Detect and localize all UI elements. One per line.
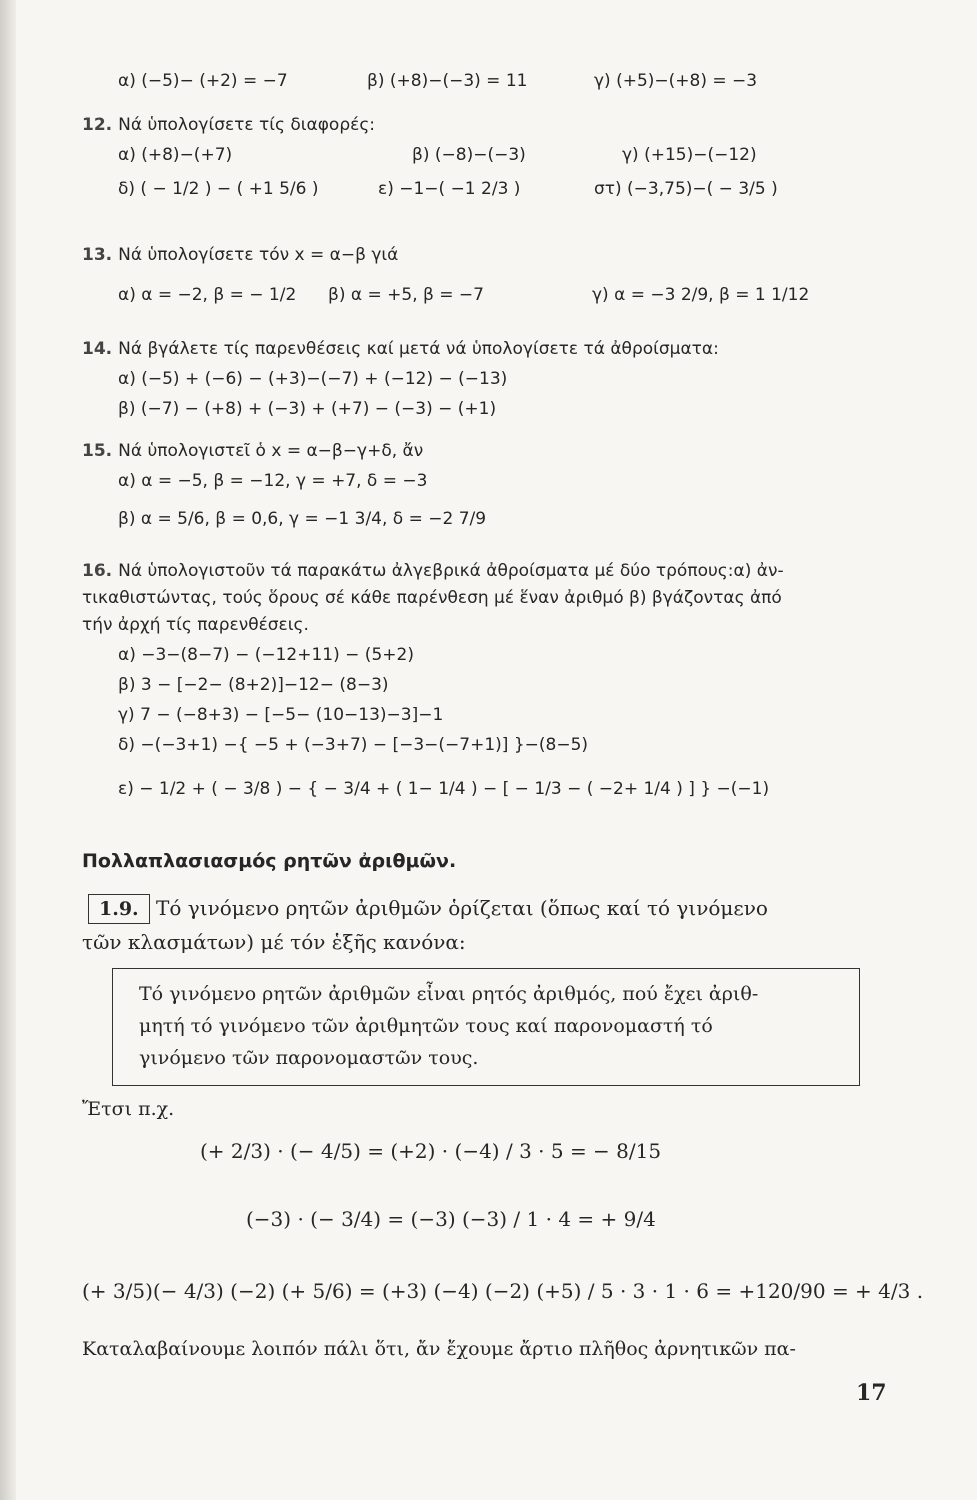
exercise-number: 14. [82,339,113,359]
section-1-9-intro [88,894,768,924]
ex12-e: ε) −1−( −1 2/3 ) [378,179,521,199]
page-number: 17 [856,1380,887,1406]
exercise-text: Νά ὑπολογιστεῖ ὁ x = α−β−γ+δ, ἄν [118,441,424,461]
ex16-b: β) 3 − [−2− (8+2)]−12− (8−3) [118,675,389,695]
example-3: (+ 3/5)(− 4/3) (−2) (+ 5/6) = (+3) (−4) (−2) (+5) / 5 · 3 · 1 · 6 = +120/90 = + 4/3 . [82,1279,924,1303]
ex16-c: γ) 7 − (−8+3) − [−5− (10−13)−3]−1 [118,705,444,725]
page-edge-shadow [0,0,16,1500]
exercise-13-header [82,244,398,266]
rule-box [112,968,860,1086]
example-1: (+ 2/3) · (− 4/5) = (+2) · (−4) / 3 · 5 = − 8/15 [200,1139,662,1163]
ex16-e: ε) − 1/2 + ( − 3/8 ) − { − 3/4 + ( 1− 1/4 ) − [ − 1/3 − ( −2+ 1/4 ) ] } −(−1) [118,779,770,799]
example-intro: Ἔτσι π.χ. [82,1098,175,1120]
section-tag: 1.9. [88,894,150,924]
exercise-number: 16. [82,561,113,581]
ex12-b: β) (−8)−(−3) [412,145,526,165]
prev-ex-b: β) (+8)−(−3) = 11 [367,71,528,91]
ex16-d: δ) −(−3+1) −{ −5 + (−3+7) − [−3−(−7+1)] }−(8−5) [118,735,589,755]
exercise-text: Νά βγάλετε τίς παρενθέσεις καί μετά νά ὑπολογίσετε τά ἀθροίσματα: [118,339,719,359]
rule-line2: μητή τό γινόμενο τῶν ἀριθμητῶν τους καί παρονομαστή τό [139,1015,713,1037]
exercise-text: Νά ὑπολογίσετε τόν x = α−β γιά [118,245,399,265]
ex16-line2: τικαθιστώντας, τούς ὅρους σέ κάθε παρένθεση μέ ἕναν ἀριθμό β) βγάζοντας ἀπό [82,588,782,608]
ex12-st: στ) (−3,75)−( − 3/5 ) [594,179,778,199]
ex12-a: α) (+8)−(+7) [118,145,233,165]
exercise-number: 13. [82,245,113,265]
exercise-12-header [82,114,375,136]
closing-line: Καταλαβαίνουμε λοιπόν πάλι ὅτι, ἄν ἔχουμε ἄρτιο πλῆθος ἀρνητικῶν πα- [82,1338,796,1360]
ex15-b: β) α = 5/6, β = 0,6, γ = −1 3/4, δ = −2 7/9 [118,509,487,529]
exercise-text: Νά ὑπολογιστοῦν τά παρακάτω ἀλγεβρικά ἀθροίσματα μέ δύο τρόπους:α) ἀν- [118,561,784,581]
exercise-16-header [82,560,784,582]
ex14-b: β) (−7) − (+8) + (−3) + (+7) − (−3) − (+1) [118,399,497,419]
exercise-14-header [82,338,719,360]
ex13-c: γ) α = −3 2/9, β = 1 1/12 [592,285,810,305]
exercise-text: Νά ὑπολογίσετε τίς διαφορές: [118,115,376,135]
rule-line3: γινόμενο τῶν παρονομαστῶν τους. [139,1047,479,1069]
section-title: Πολλαπλασιασμός ρητῶν ἀριθμῶν. [82,850,457,872]
ex16-a: α) −3−(8−7) − (−12+11) − (5+2) [118,645,414,665]
ex12-d: δ) ( − 1/2 ) − ( +1 5/6 ) [118,179,319,199]
ex13-b: β) α = +5, β = −7 [328,285,484,305]
section-text-line2: τῶν κλασμάτων) μέ τόν ἑξῆς κανόνα: [82,930,466,954]
section-text-line1: Τό γινόμενο ρητῶν ἀριθμῶν ὁρίζεται (ὅπως καί τό γινόμενο [156,896,768,920]
ex12-c: γ) (+15)−(−12) [622,145,757,165]
prev-ex-c: γ) (+5)−(+8) = −3 [594,71,758,91]
ex13-a: α) α = −2, β = − 1/2 [118,285,297,305]
ex16-line3: τήν ἀρχή τίς παρενθέσεις. [82,615,309,635]
exercise-number: 15. [82,441,113,461]
exercise-number: 12. [82,115,113,135]
example-2: (−3) · (− 3/4) = (−3) (−3) / 1 · 4 = + 9/4 [246,1207,656,1231]
ex15-a: α) α = −5, β = −12, γ = +7, δ = −3 [118,471,428,491]
prev-ex-a: α) (−5)− (+2) = −7 [118,71,288,91]
rule-line1: Τό γινόμενο ρητῶν ἀριθμῶν εἶναι ρητός ἀριθμός, πού ἔχει ἀριθ- [139,983,759,1005]
exercise-15-header [82,440,423,462]
ex14-a: α) (−5) + (−6) − (+3)−(−7) + (−12) − (−13) [118,369,508,389]
